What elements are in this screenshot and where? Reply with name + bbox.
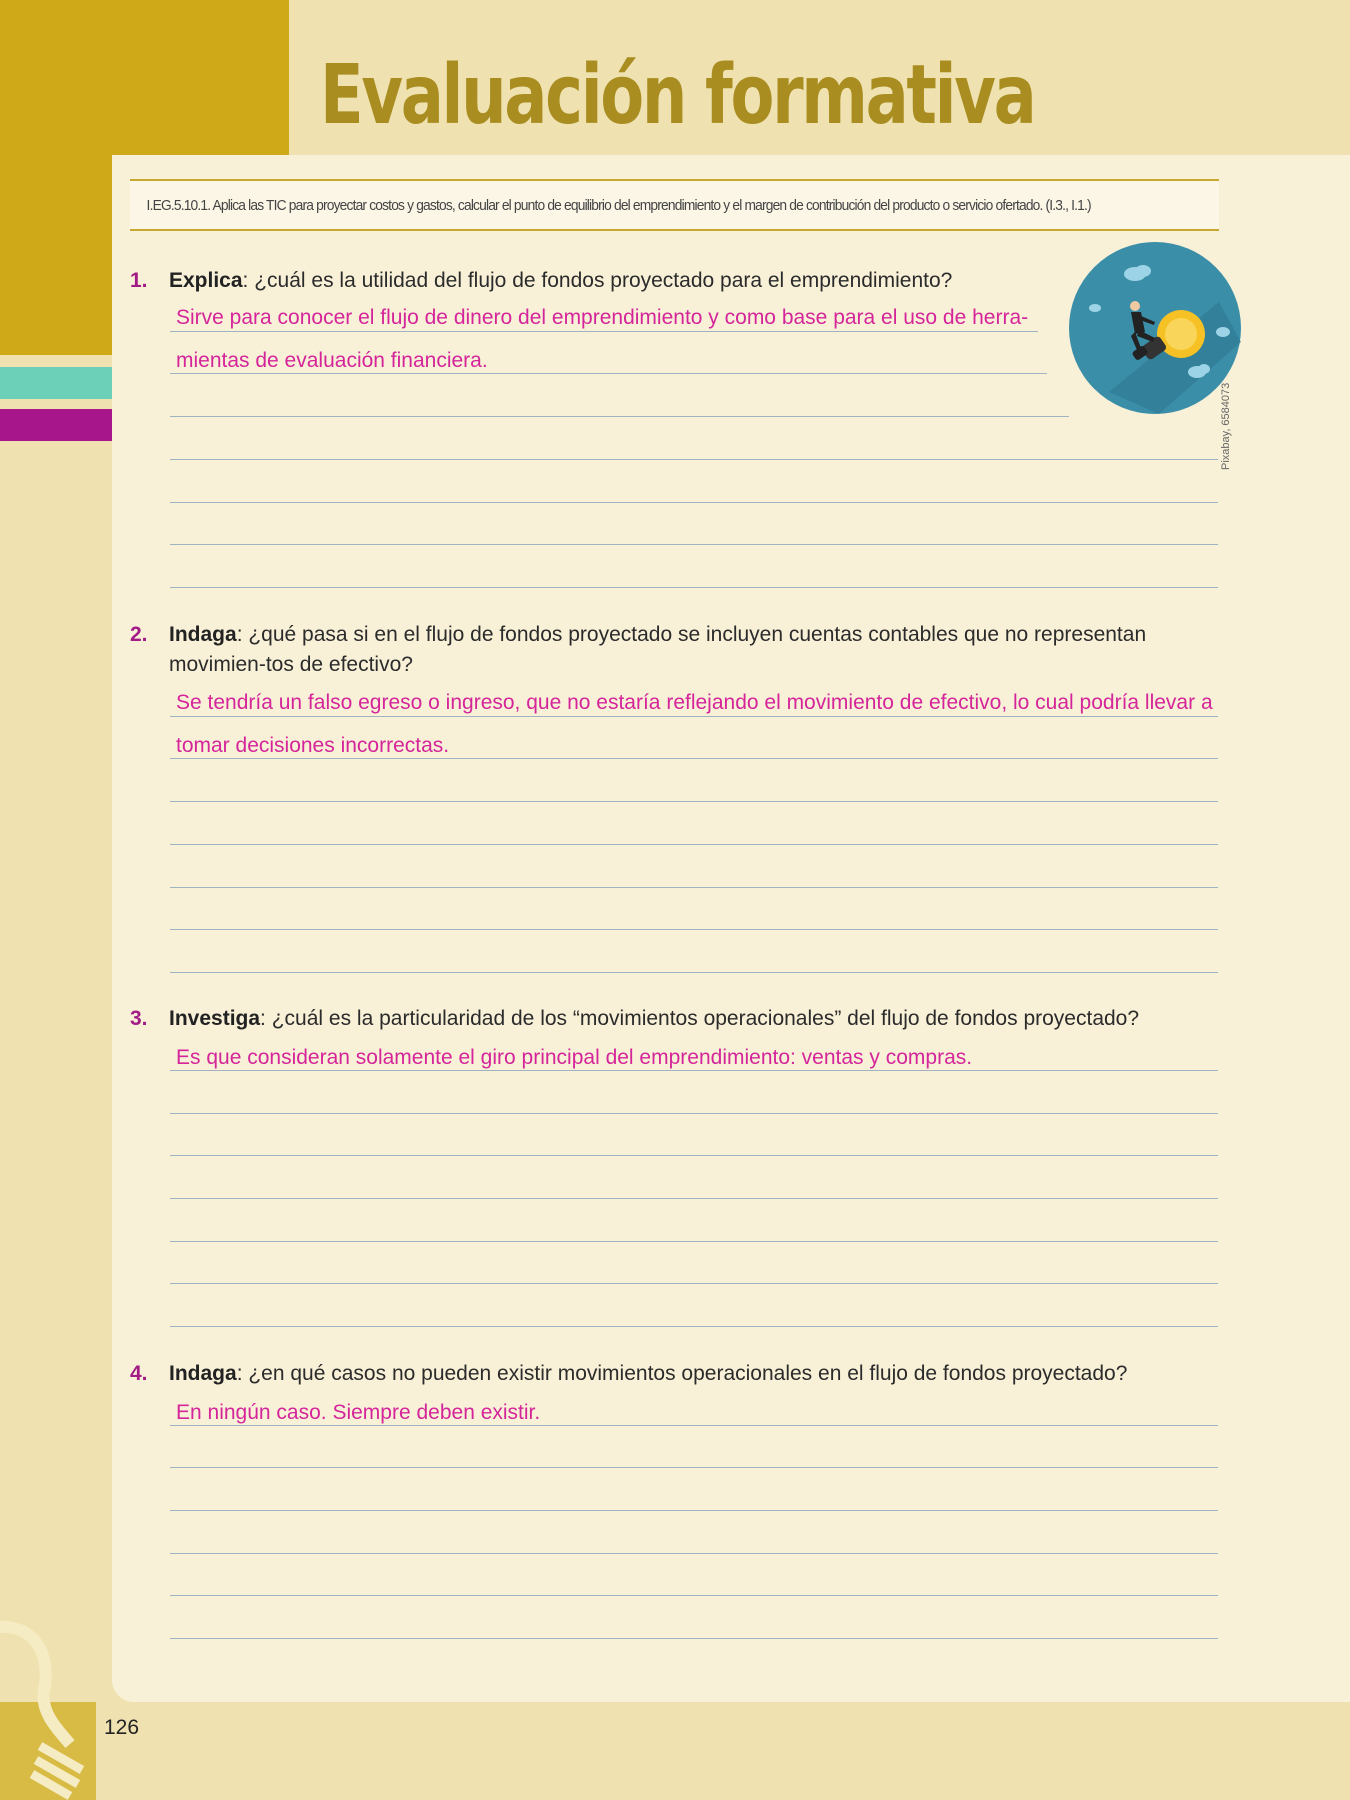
image-credit: Pixabay, 6584073 [1220, 382, 1232, 470]
answer-line: En ningún caso. Siempre deben existir. [176, 1401, 541, 1424]
writing-line [170, 1198, 1218, 1199]
writing-line [170, 331, 1038, 332]
page-title: Evaluación formativa [320, 48, 1035, 143]
writing-line [170, 1425, 1218, 1426]
teal-stripe [0, 367, 112, 399]
question-number: 2. [130, 623, 148, 646]
writing-line [170, 502, 1218, 503]
question-text: : ¿qué pasa si en el flujo de fondos proyectado se incluyen cuentas contables que no representan movimien-tos de efectivo? [169, 623, 1147, 676]
question-1 [130, 266, 1220, 296]
answer-line: tomar decisiones incorrectas. [176, 734, 450, 757]
answer-line: Sirve para conocer el flujo de dinero del emprendimiento y como base para el uso de herra- [176, 306, 1029, 329]
left-gold-band-lower [0, 155, 112, 355]
answer-line: Se tendría un falso egreso o ingreso, que no estaría reflejando el movimiento de efectivo, lo cual podría llevar a [176, 691, 1213, 714]
writing-line [170, 1241, 1218, 1242]
writing-line [170, 887, 1218, 888]
writing-line [170, 1155, 1218, 1156]
magenta-stripe [0, 409, 112, 441]
writing-line [170, 801, 1218, 802]
question-number: 1. [130, 269, 148, 292]
writing-line [170, 972, 1218, 973]
writing-line [170, 544, 1218, 545]
question-4 [130, 1359, 1220, 1389]
question-2 [130, 620, 1220, 680]
writing-line [170, 416, 1069, 417]
question-verb: Indaga [169, 1362, 237, 1385]
writing-line [170, 587, 1218, 588]
writing-line [170, 1595, 1218, 1596]
writing-line [170, 1510, 1218, 1511]
writing-line [170, 758, 1218, 759]
question-verb: Indaga [169, 623, 237, 646]
writing-line [170, 1467, 1218, 1468]
indicator-box [130, 179, 1219, 231]
question-text: : ¿cuál es la utilidad del flujo de fondos proyectado para el emprendimiento? [242, 269, 953, 292]
question-3 [130, 1004, 1220, 1034]
writing-line [170, 1283, 1218, 1284]
writing-line [170, 716, 1218, 717]
question-text: : ¿en qué casos no pueden existir movimientos operacionales en el flujo de fondos proyectado? [236, 1362, 1128, 1385]
question-number: 3. [130, 1007, 148, 1030]
left-gold-band [0, 0, 289, 155]
page-number: 126 [104, 1716, 140, 1739]
question-text: : ¿cuál es la particularidad de los “movimientos operacionales” del flujo de fondos proyectado? [260, 1007, 1140, 1030]
lightbulb-outline-icon [0, 1620, 100, 1800]
writing-line [170, 1113, 1218, 1114]
question-number: 4. [130, 1362, 148, 1385]
writing-line [170, 373, 1047, 374]
writing-line [170, 1553, 1218, 1554]
writing-line [170, 929, 1218, 930]
indicator-text: I.EG.5.10.1. Aplica las TIC para proyectar costos y gastos, calcular el punto de equilibrio del emprendimiento y el margen de contribución del producto o servicio ofertado. (I.3., I.1.) [146, 196, 1091, 214]
writing-line [170, 1070, 1218, 1071]
question-verb: Investiga [169, 1007, 261, 1030]
answer-line: Es que consideran solamente el giro principal del emprendimiento: ventas y compras. [176, 1046, 973, 1069]
writing-line [170, 1326, 1218, 1327]
writing-line [170, 844, 1218, 845]
answer-line: mientas de evaluación financiera. [176, 349, 488, 372]
writing-line [170, 459, 1218, 460]
question-verb: Explica [169, 269, 243, 292]
writing-line [170, 1638, 1218, 1639]
